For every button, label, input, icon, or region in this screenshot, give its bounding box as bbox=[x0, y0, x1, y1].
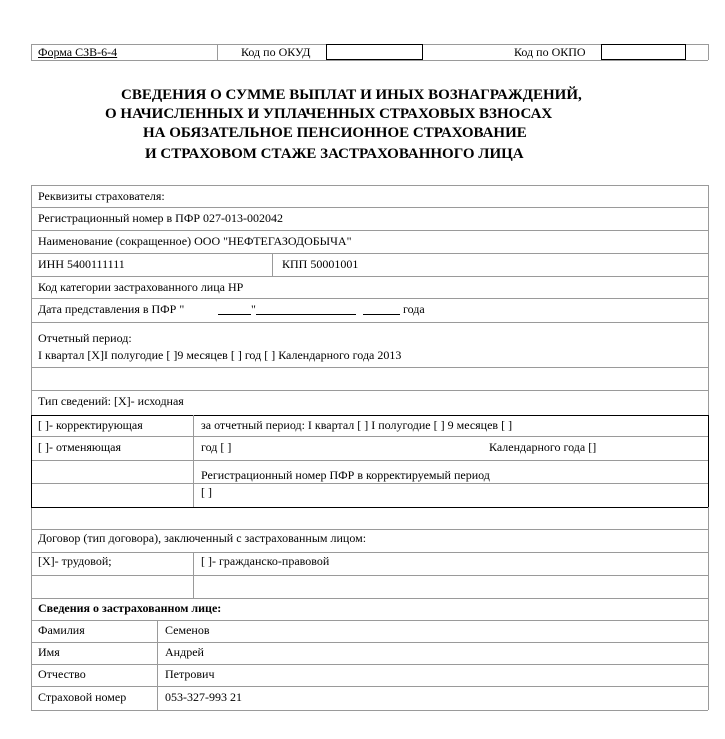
insurance-number-value: 053-327-993 21 bbox=[165, 690, 242, 704]
okpo-label: Код по ОКПО bbox=[514, 45, 586, 59]
title-line-3: НА ОБЯЗАТЕЛЬНОЕ ПЕНСИОННОЕ СТРАХОВАНИЕ bbox=[143, 125, 527, 141]
labor-contract-checkbox[interactable]: [X]- трудовой; bbox=[38, 554, 112, 568]
surname-value: Семенов bbox=[165, 623, 210, 637]
year-checkbox[interactable]: год [ ] bbox=[201, 440, 232, 454]
insurer-short-name: Наименование (сокращенное) ООО "НЕФТЕГАЗОДОБЫЧА" bbox=[38, 234, 352, 248]
pfr-reg-number: Регистрационный номер в ПФР 027-013-002042 bbox=[38, 211, 283, 225]
pfr-reg-correction-value[interactable]: [ ] bbox=[201, 485, 212, 499]
period-options: I квартал [X]I полугодие [ ]9 месяцев [ ] год [ ] Календарного года 2013 bbox=[38, 348, 402, 362]
patronymic-label: Отчество bbox=[38, 667, 86, 681]
civil-contract-checkbox[interactable]: [ ]- гражданско-правовой bbox=[201, 554, 330, 568]
inn-field: ИНН 5400111111 bbox=[38, 257, 125, 271]
insurance-number-label: Страховой номер bbox=[38, 690, 127, 704]
submit-date-label: Дата представления в ПФР " bbox=[38, 302, 185, 316]
insurer-heading: Реквизиты страхователя: bbox=[38, 189, 165, 203]
person-heading: Сведения о застрахованном лице: bbox=[38, 601, 222, 615]
month-blank[interactable] bbox=[256, 314, 356, 315]
insured-category-code: Код категории застрахованного лица НР bbox=[38, 280, 244, 294]
pfr-reg-correction-label: Регистрационный номер ПФР в корректируемый период bbox=[201, 468, 490, 482]
day-blank[interactable] bbox=[218, 314, 251, 315]
kpp-field: КПП 50001001 bbox=[282, 257, 359, 271]
period-heading: Отчетный период: bbox=[38, 331, 132, 345]
cancelling-checkbox[interactable]: [ ]- отменяющая bbox=[38, 440, 121, 454]
corrective-checkbox[interactable]: [ ]- корректирующая bbox=[38, 418, 143, 432]
info-type-heading: Тип сведений: [X]- исходная bbox=[38, 394, 184, 408]
submit-date-year-word: года bbox=[403, 302, 425, 316]
okud-label: Код по ОКУД bbox=[241, 45, 311, 59]
surname-label: Фамилия bbox=[38, 623, 85, 637]
calendar-year-field: Календарного года [] bbox=[489, 440, 597, 454]
okud-field[interactable] bbox=[326, 44, 423, 60]
title-line-1: СВЕДЕНИЯ О СУММЕ ВЫПЛАТ И ИНЫХ ВОЗНАГРАЖДЕНИЙ, bbox=[121, 87, 582, 103]
patronymic-value: Петрович bbox=[165, 667, 215, 681]
okpo-field[interactable] bbox=[601, 44, 686, 60]
name-label: Имя bbox=[38, 645, 60, 659]
name-value: Андрей bbox=[165, 645, 204, 659]
corrective-period: за отчетный период: I квартал [ ] I полугодие [ ] 9 месяцев [ ] bbox=[201, 418, 513, 432]
form-name: Форма СЗВ-6-4 bbox=[38, 45, 118, 59]
title-line-2: О НАЧИСЛЕННЫХ И УПЛАЧЕННЫХ СТРАХОВЫХ ВЗНОСАХ bbox=[105, 106, 553, 122]
year-blank[interactable] bbox=[363, 314, 400, 315]
title-line-4: И СТРАХОВОМ СТАЖЕ ЗАСТРАХОВАННОГО ЛИЦА bbox=[145, 146, 524, 162]
contract-heading: Договор (тип договора), заключенный с застрахованным лицом: bbox=[38, 531, 367, 545]
